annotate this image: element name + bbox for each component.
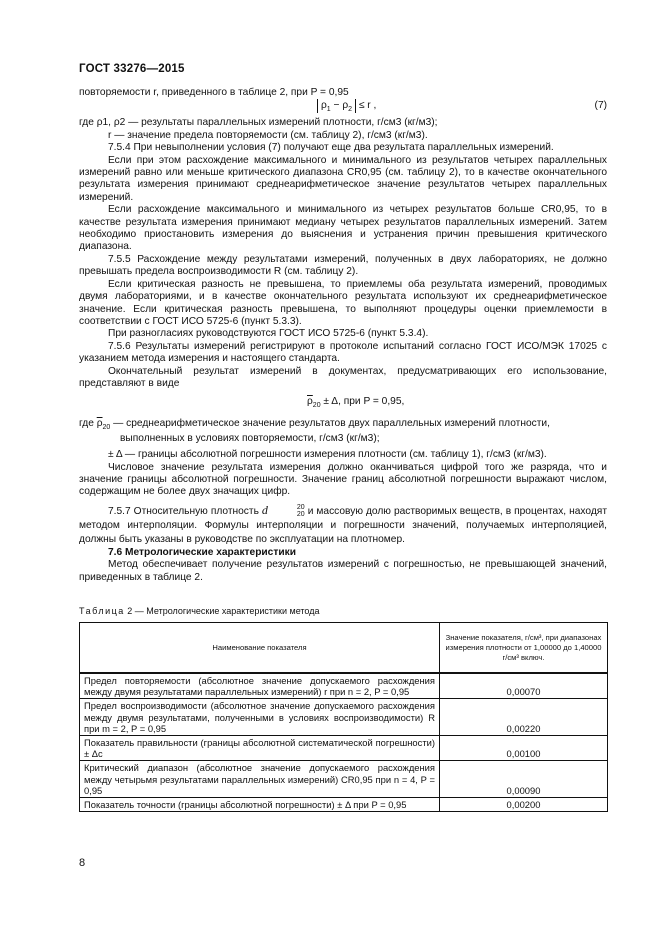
- table-row: [80, 699, 608, 736]
- document-body: [79, 87, 607, 584]
- paragraph-7-5-5: 7.5.5 Расхождение между результатами измерений, полученных в двух лабораториях, не должно превышать предела воспроизводимости R (см. таблицу 2).: [79, 253, 607, 278]
- where-r: r — значение предела повторяемости (см. таблицу 2), г/см3 (кг/м3).: [108, 129, 428, 141]
- table-cell-value: 0,00070: [440, 673, 608, 699]
- table-header-row: [80, 623, 608, 674]
- where-delta: ± Δ — границы абсолютной погрешности измерения плотности (см. таблицу 1), г/см3 (кг/м3).: [108, 449, 547, 461]
- where-rho: где ρ1, ρ2 — результаты параллельных измерений плотности, г/см3 (кг/м3);: [79, 117, 438, 129]
- where-mean-density-cont: выполненных в условиях повторяемости, г/см3 (кг/м3);: [120, 432, 380, 444]
- paragraph-7-5-7: 7.5.7 Относительную плотность d 20 20 и массовую долю растворимых веществ, в процентах, находят методом интерполяции. Формулы интерполяции и погрешности значений, получаемых интерполяцией, должны быть указаны в руководстве по эксплуатации на плотномер.: [79, 502, 607, 545]
- table-row: [80, 673, 608, 699]
- paragraph-7-5-5-b: Если критическая разность не превышена, то приемлемы оба результата измерений, проводимых двумя лабораториями, и в качестве окончательного результата используют их среднеарифметическое значение. Если критическая разность превышена, то выполняют процедуры оценки приемлемости в соответствии с ГОСТ ИСО 5725-6 (пункт 5.3.3).: [79, 278, 607, 327]
- formula-7: [79, 99, 607, 117]
- paragraph-7-5-6-b: Окончательный результат измерений в документах, предусматривающих его использование, представляют в виде: [79, 365, 607, 389]
- page-number: 8: [79, 857, 86, 869]
- table-cell-name: Предел воспроизводимости (абсолютное значение допускаемого расхождения между двумя результатами, полученными в условиях воспроизводимости) R при m = 2, P = 0,95: [80, 699, 440, 736]
- metrology-table: [79, 622, 608, 812]
- table-cell-value: 0,00090: [440, 761, 608, 798]
- table-row: [80, 761, 608, 798]
- document-header: ГОСТ 33276—2015: [79, 63, 185, 75]
- table-cell-name: Предел повторяемости (абсолютное значение допускаемого расхождения между двумя результатами параллельных измерений) r при n = 2, P = 0,95: [80, 673, 440, 699]
- table-row: [80, 736, 608, 761]
- section-7-6-title: 7.6 Метрологические характеристики: [108, 546, 296, 558]
- paragraph-7-5-5-c: При разногласиях руководствуются ГОСТ ИСО 5725-6 (пункт 5.3.4).: [108, 328, 429, 340]
- paragraph-repeatability-intro: повторяемости r, приведенного в таблице 2, при P = 0,95: [79, 87, 349, 98]
- table-cell-value: 0,00200: [440, 798, 608, 812]
- formula-7-number: (7): [594, 100, 607, 112]
- column-header-value: Значение показателя, г/см³, при диапазонах измерения плотности от 1,00000 до 1,40000 г/см³ включ.: [440, 623, 608, 674]
- table-cell-name: Критический диапазон (абсолютное значение допускаемого расхождения между четырьмя результатами параллельных измерений) CR0,95 при n = 4, P = 0,95: [80, 761, 440, 798]
- where-mean-density: где $\overline{\rho}_{20}$ — среднеарифметическое значение результатов двух параллельных измерений плотности,: [79, 418, 550, 432]
- table-cell-name: Показатель правильности (границы абсолютной систематической погрешности) ± Δc: [80, 736, 440, 761]
- paragraph-7-5-4-b: Если при этом расхождение максимального и минимального из результатов четырех параллельных измерений равно или меньше критического диапазона CR0,95 (см. таблицу 2), то в качестве окончательного результата измерения принимают среднеарифметическое значение результатов четырех параллельных измерений.: [79, 154, 607, 203]
- table-cell-value: 0,00100: [440, 736, 608, 761]
- table-row: [80, 798, 608, 812]
- section-7-6-text: Метод обеспечивает получение результатов измерений с погрешностью, не превышающей значений, приведенных в таблице 2.: [79, 559, 607, 583]
- paragraph-7-5-4: 7.5.4 При невыполнении условия (7) получают еще два результата параллельных измерений.: [108, 142, 554, 154]
- paragraph-7-5-6-c: Числовое значение результата измерения должно оканчиваться цифрой того же разряда, что и значение границы абсолютной погрешности. Значение границ абсолютной погрешности выражают числом, содержащим не более двух значащих цифр.: [79, 461, 607, 498]
- column-header-name: Наименование показателя: [80, 623, 440, 674]
- table-caption: Таблица 2 — Метрологические характеристики метода: [79, 606, 320, 616]
- table-cell-value: 0,00220: [440, 699, 608, 736]
- formula-result: $\overline{\rho}_{20} \pm \Delta$, при P = 0,95,: [307, 396, 405, 410]
- paragraph-7-5-6: 7.5.6 Результаты измерений регистрируют в протоколе испытаний согласно ГОСТ ИСО/МЭК 17025 с указанием метода измерения и настоящего стандарта.: [79, 340, 607, 365]
- table-cell-name: Показатель точности (границы абсолютной погрешности) ± Δ при P = 0,95: [80, 798, 440, 812]
- paragraph-7-5-4-c: Если расхождение максимального и минимального из четырех результатов больше CR0,95, то в качестве результата измерения принимают медиану четырех результатов параллельных измерений. Затем необходимо приостановить измерения до выяснения и устранения причин превышения критического диапазона.: [79, 204, 607, 253]
- formula-7-expression: $\rho_1 - \rho_2 \le r$ ,: [317, 99, 376, 113]
